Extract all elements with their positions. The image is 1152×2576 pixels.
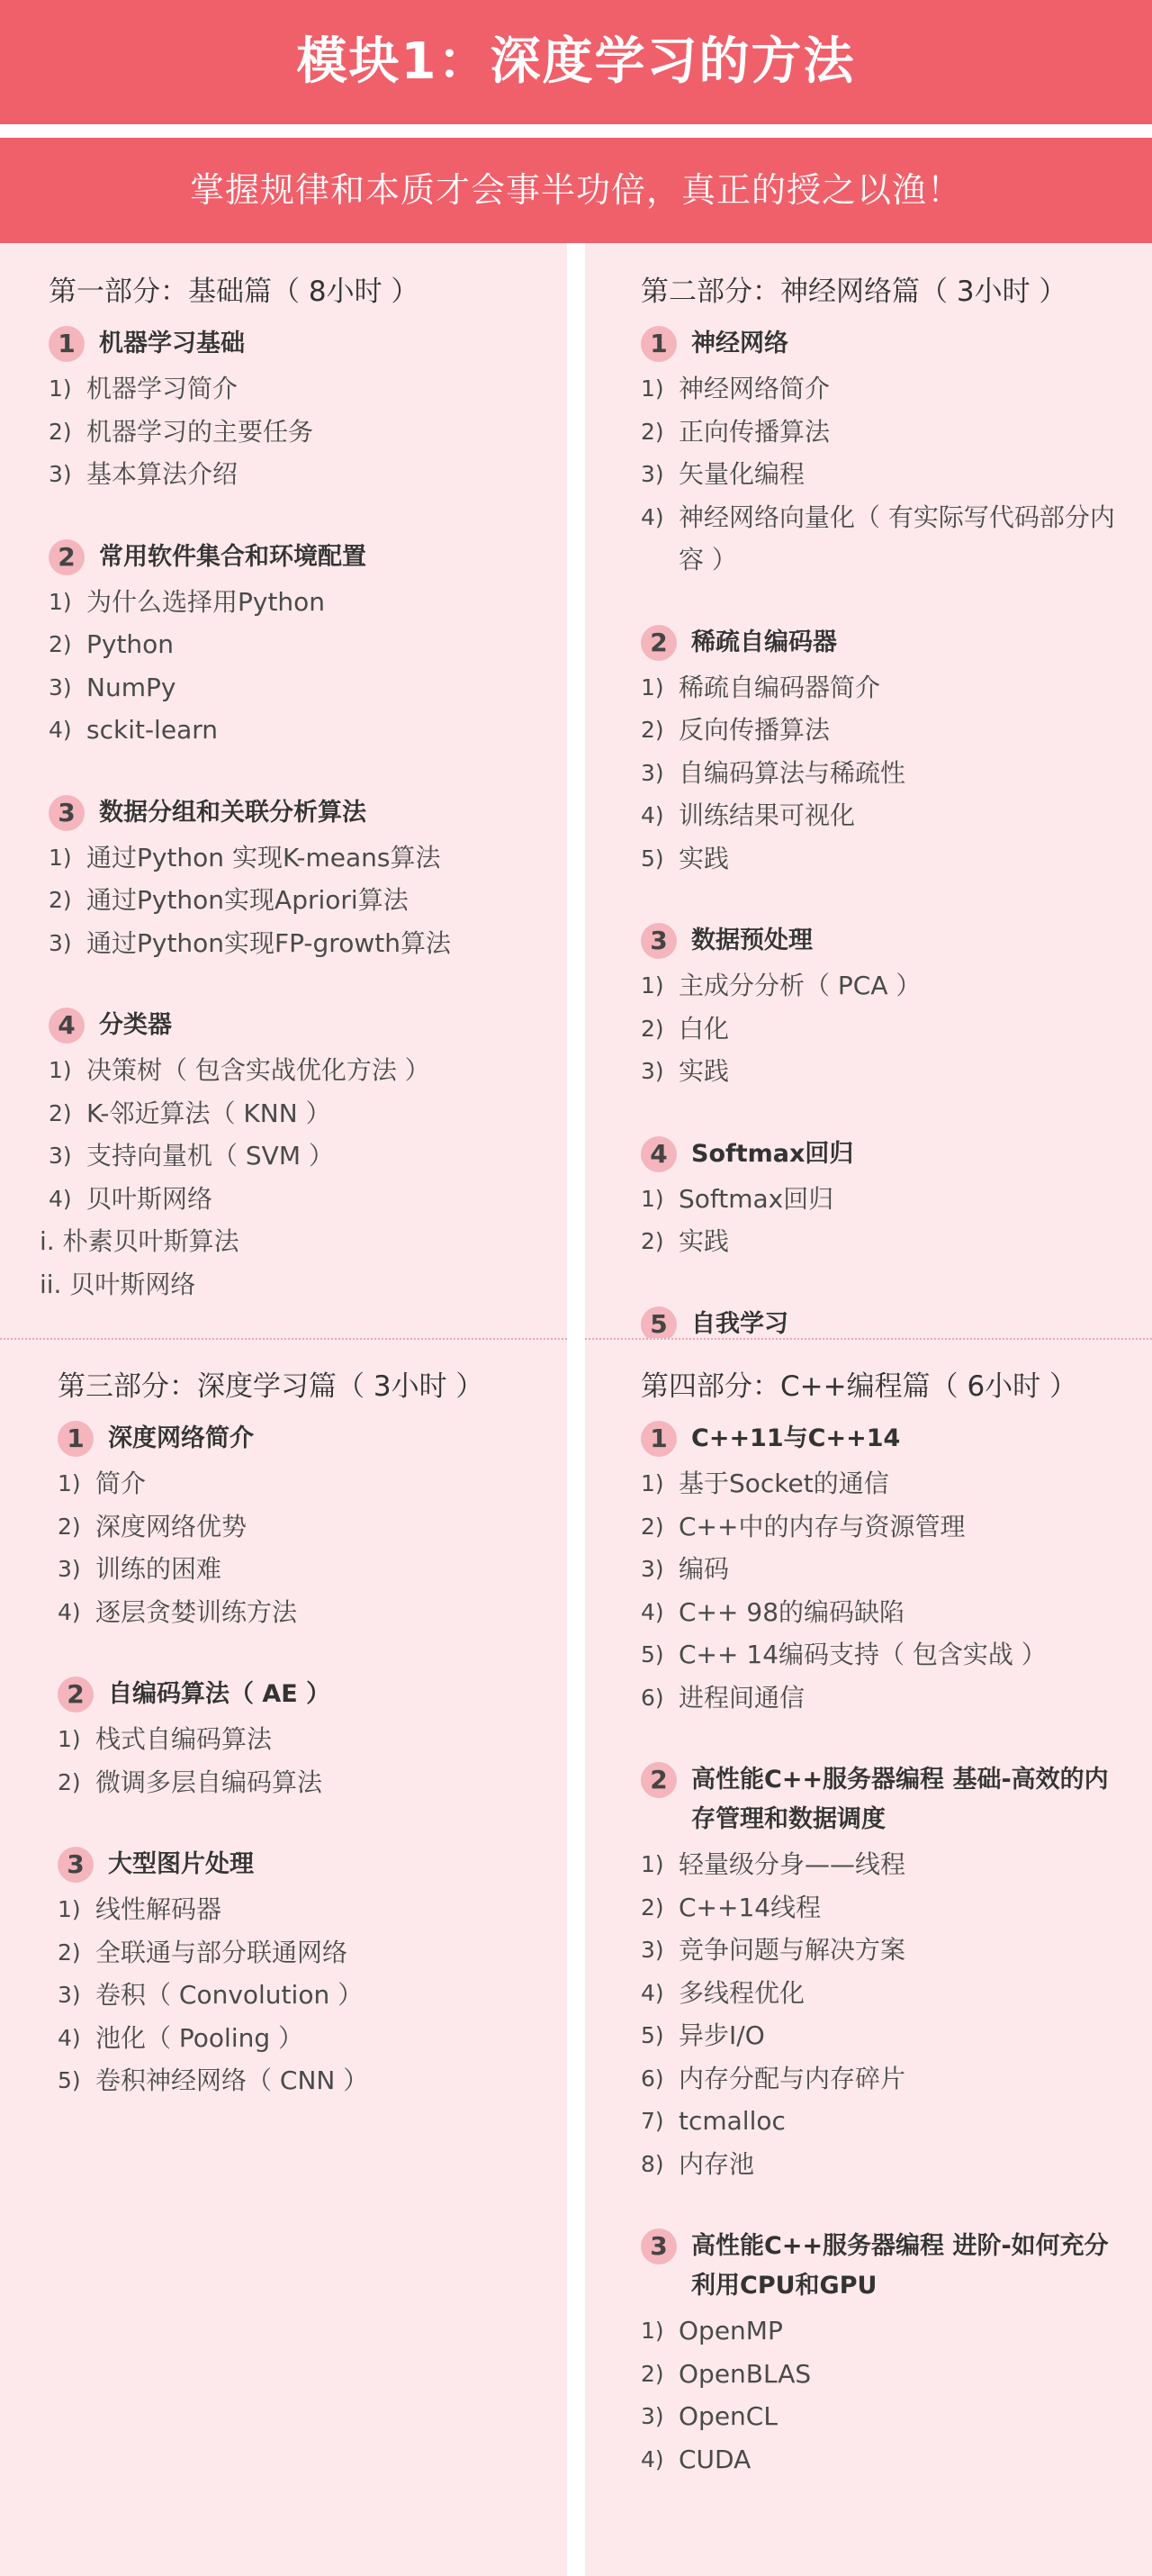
section-number-badge: 3 (641, 923, 677, 959)
list-item-index: 1) (641, 673, 664, 700)
list-item-text: 栈式自编码算法 (95, 1724, 273, 1754)
list-item (58, 1888, 567, 1931)
list-item-text: 编码 (679, 1554, 730, 1584)
page-title: 模块1：深度学习的方法 (0, 0, 1152, 124)
list-item-index: 2) (49, 418, 72, 445)
list-item-index: 3) (58, 1556, 81, 1582)
list-item (641, 2014, 1152, 2057)
section (58, 1675, 567, 1803)
list-item-text: 基于Socket的通信 (679, 1469, 889, 1498)
section-number-badge: 4 (49, 1008, 85, 1044)
list-item-text: 矢量化编程 (679, 459, 806, 489)
section (49, 324, 567, 496)
section-number-badge: 2 (641, 625, 677, 661)
sub-list-item: ii. 贝叶斯网络 (40, 1269, 196, 1299)
section-number-badge: 1 (641, 326, 677, 362)
list-item (49, 666, 567, 710)
list-item-index: 3) (641, 2403, 664, 2429)
list-item (641, 1008, 1152, 1051)
list-item (49, 922, 567, 965)
list-item-index: 4) (58, 1598, 81, 1625)
list-item-index: 2) (58, 1768, 81, 1795)
section-header (641, 623, 1152, 663)
list-item-text: OpenMP (679, 2316, 783, 2346)
list-item (49, 623, 567, 666)
section-header (641, 921, 1152, 961)
list-item (58, 1591, 567, 1634)
list-item (641, 1220, 1152, 1263)
list-item-index: 2) (58, 1513, 81, 1540)
list-item-text: 白化 (679, 1013, 730, 1044)
section (641, 623, 1152, 881)
list-item (641, 1843, 1152, 1886)
section (58, 1845, 567, 2102)
list-item-index: 3) (49, 929, 72, 956)
list-item (58, 1505, 567, 1549)
list-item-text: 轻量级分身——线程 (679, 1849, 906, 1879)
list-item-index: 5) (58, 2067, 81, 2093)
list-item-index: 1) (641, 972, 664, 999)
list-item (641, 2438, 1152, 2481)
list-item (641, 1462, 1152, 1505)
section-header (641, 1134, 1152, 1174)
section-header (641, 324, 1152, 364)
list-item (49, 411, 567, 454)
list-item (49, 1134, 567, 1178)
section-title: 大型图片处理 (108, 1850, 254, 1878)
list-item-text: 神经网络向量化（ 有实际写代码部分内容 ） (679, 502, 1115, 574)
list-item-index: 5) (641, 1641, 664, 1668)
list-item-text: 训练结果可视化 (679, 800, 856, 830)
section-header (49, 324, 567, 364)
list-item-text: 基本算法介绍 (86, 459, 238, 489)
list-item (641, 1178, 1152, 1221)
list-item-text: 全联通与部分联通网络 (95, 1937, 348, 1967)
section-title: 自我学习 (691, 1309, 788, 1338)
list-item-text: 实践 (679, 843, 730, 873)
section-header (49, 793, 567, 833)
part-title: 第三部分：深度学习篇（ 3小时 ） (58, 1370, 484, 1403)
list-item-index: 1) (49, 588, 72, 615)
list-item (641, 794, 1152, 837)
list-item (49, 1092, 567, 1135)
list-item (641, 496, 1152, 582)
list-item-index: 2) (49, 1099, 72, 1126)
section-title: Softmax回归 (691, 1139, 854, 1168)
list-item-text: C++ 14编码支持（ 包含实战 ） (679, 1640, 1047, 1669)
list-item-index: 3) (49, 461, 72, 487)
list-item (58, 1761, 567, 1804)
section-header (49, 1006, 567, 1045)
list-item-text: 训练的困难 (95, 1554, 222, 1584)
list-item (641, 1633, 1152, 1677)
section-header (641, 2227, 1152, 2306)
list-item-text: 异步I/O (679, 2020, 765, 2050)
list-item (58, 1974, 567, 2017)
list-item-text: 主成分分析（ PCA ） (679, 971, 922, 1000)
section-number-badge: 5 (641, 1306, 677, 1342)
course-outline (0, 243, 1152, 2576)
list-item-index: 2) (641, 1015, 664, 1042)
list-item-text: 机器学习简介 (86, 374, 238, 403)
list-item (49, 367, 567, 411)
list-item-text: 为什么选择用Python (86, 586, 326, 617)
list-item-text: 卷积（ Convolution ） (95, 1980, 364, 2010)
section (641, 1760, 1152, 2185)
list-item-index: 5) (641, 845, 664, 872)
part-title: 第四部分：C++编程篇（ 6小时 ） (641, 1370, 1078, 1403)
list-item (641, 2143, 1152, 2186)
list-item-text: 通过Python实现FP-growth算法 (86, 927, 451, 958)
section-title: 数据预处理 (691, 926, 813, 954)
list-item-text: OpenCL (679, 2401, 778, 2431)
list-item (641, 2309, 1152, 2353)
list-item-index: 2) (641, 1228, 664, 1254)
section-header (58, 1845, 567, 1885)
list-item (641, 1972, 1152, 2015)
list-item (58, 2017, 567, 2060)
list-item-index: 2) (49, 631, 72, 657)
right-dotted-divider (585, 1338, 1152, 1340)
section-number-badge: 1 (641, 1421, 677, 1457)
list-item-index: 8) (641, 2150, 664, 2177)
list-item-text: 卷积神经网络（ CNN ） (95, 2065, 369, 2095)
section-header (641, 1419, 1152, 1459)
list-item (58, 1462, 567, 1505)
list-item-text: tcmalloc (679, 2106, 786, 2136)
section-number-badge: 3 (641, 2228, 677, 2264)
list-item-index: 4) (641, 2445, 664, 2472)
section (641, 1134, 1152, 1263)
list-item-index: 1) (49, 375, 72, 402)
section-title: 稀疏自编码器 (691, 628, 837, 656)
list-item-index: 3) (641, 461, 664, 487)
list-item-text: 通过Python实现Apriori算法 (86, 885, 409, 915)
list-item-text: 贝叶斯网络 (86, 1183, 213, 1214)
list-item-index: 4) (641, 1979, 664, 2006)
section-number-badge: 3 (58, 1847, 94, 1883)
list-item-text: 多线程优化 (679, 1977, 806, 2008)
list-item-text: NumPy (86, 672, 176, 702)
list-item-index: 4) (49, 1185, 72, 1212)
list-item-text: CUDA (679, 2444, 752, 2474)
list-item-index: 4) (58, 2024, 81, 2051)
section (49, 793, 567, 965)
list-item (49, 581, 567, 624)
list-item (641, 1591, 1152, 1634)
section-number-badge: 3 (49, 795, 85, 831)
list-item-index: 1) (641, 2318, 664, 2344)
list-item (641, 1886, 1152, 1930)
list-item-text: C++14线程 (679, 1892, 822, 1922)
list-item-text: K-邻近算法（ KNN ） (86, 1098, 331, 1128)
list-item-text: Python (86, 629, 175, 659)
part-title: 第二部分：神经网络篇（ 3小时 ） (641, 276, 1067, 308)
list-item-index: 4) (49, 717, 72, 743)
list-item-index: 1) (49, 1057, 72, 1083)
list-item (641, 837, 1152, 881)
section-title: 高性能C++服务器编程 进阶-如何充分利用CPU和GPU (691, 2232, 1109, 2300)
list-item (641, 1505, 1152, 1549)
list-item-text: sckit-learn (86, 715, 218, 745)
list-item-index: 3) (58, 1982, 81, 2008)
section (49, 538, 567, 752)
section-header (49, 538, 567, 577)
section-number-badge: 2 (49, 539, 85, 575)
section-title: 常用软件集合和环境配置 (99, 542, 366, 571)
sub-list-item: i. 朴素贝叶斯算法 (40, 1226, 239, 1256)
list-item-text: 竞争问题与解决方案 (679, 1935, 906, 1965)
list-item (641, 752, 1152, 795)
list-item (641, 709, 1152, 752)
list-item-index: 1) (641, 1185, 664, 1212)
list-item-index: 3) (641, 1058, 664, 1084)
list-item-index: 2) (641, 2360, 664, 2387)
list-item (49, 1178, 567, 1221)
section-title: 自编码算法（ AE ） (108, 1680, 331, 1708)
part-2-panel (585, 243, 1152, 1338)
section-number-badge: 1 (58, 1421, 94, 1457)
list-item-index: 2) (641, 717, 664, 743)
list-item-index: 2) (641, 1513, 664, 1540)
section-number-badge: 1 (49, 326, 85, 362)
list-item (641, 2353, 1152, 2396)
list-item-index: 6) (641, 2065, 664, 2092)
section-header (58, 1675, 567, 1714)
list-item-index: 1) (641, 375, 664, 402)
list-item (58, 1718, 567, 1761)
list-item-text: 神经网络简介 (679, 374, 831, 403)
section (641, 324, 1152, 582)
list-item-text: 内存分配与内存碎片 (679, 2063, 906, 2093)
part-4-panel (585, 1338, 1152, 2576)
list-item-text: 实践 (679, 1226, 730, 1256)
list-item-index: 3) (641, 1556, 664, 1582)
list-item (641, 1677, 1152, 1720)
list-item-index: 5) (641, 2022, 664, 2048)
list-item-index: 4) (641, 503, 664, 530)
list-item (641, 367, 1152, 411)
list-item-index: 3) (641, 759, 664, 786)
section-number-badge: 4 (641, 1136, 677, 1172)
list-item (641, 2057, 1152, 2101)
list-item-text: 内存池 (679, 2148, 755, 2179)
list-item-index: 3) (49, 1143, 72, 1169)
list-item (58, 1931, 567, 1975)
list-item-text: C++中的内存与资源管理 (679, 1511, 966, 1541)
section-title: 分类器 (99, 1011, 172, 1039)
list-item-index: 3) (641, 1937, 664, 1963)
list-item-index: 1) (641, 1470, 664, 1496)
list-item-index: 2) (58, 1939, 81, 1966)
list-item (641, 411, 1152, 454)
list-item (49, 879, 567, 922)
list-item-index: 7) (641, 2108, 664, 2134)
list-item-index: 2) (49, 887, 72, 913)
list-item-index: 1) (58, 1726, 81, 1752)
section (641, 921, 1152, 1093)
list-item (641, 1050, 1152, 1093)
list-item-text: 支持向量机（ SVM ） (86, 1141, 334, 1170)
page-subtitle: 掌握规律和本质才会事半功倍，真正的授之以渔！ (0, 138, 1152, 243)
list-item-index: 2) (641, 418, 664, 445)
list-item (49, 836, 567, 880)
section (40, 1006, 567, 1306)
list-item-index: 4) (641, 802, 664, 828)
list-item-text: 正向传播算法 (679, 416, 831, 447)
list-item (641, 1548, 1152, 1591)
list-item-text: 深度网络优势 (95, 1511, 248, 1541)
list-item (49, 453, 567, 496)
list-item-text: OpenBLAS (679, 2358, 812, 2389)
list-item-index: 1) (58, 1896, 81, 1922)
list-item (641, 964, 1152, 1008)
section (641, 2227, 1152, 2481)
list-item (641, 453, 1152, 496)
list-item-text: 自编码算法与稀疏性 (679, 757, 906, 788)
list-item (641, 2395, 1152, 2438)
section (58, 1419, 567, 1633)
list-item-index: 4) (641, 1598, 664, 1625)
list-item-text: 池化（ Pooling ） (95, 2022, 304, 2053)
list-item-text: 决策树（ 包含实战优化方法 ） (86, 1055, 430, 1085)
list-item (58, 1548, 567, 1591)
list-item-index: 1) (58, 1470, 81, 1496)
list-item-text: 微调多层自编码算法 (95, 1767, 323, 1797)
list-item (58, 2059, 567, 2102)
list-item (49, 709, 567, 752)
list-item-index: 3) (49, 673, 72, 700)
list-item-index: 2) (641, 1894, 664, 1921)
list-item-text: 线性解码器 (95, 1894, 222, 1924)
list-item-text: 反向传播算法 (679, 715, 831, 745)
section-title: 神经网络 (691, 330, 788, 357)
list-item-text: 实践 (679, 1056, 730, 1086)
list-item-text: 进程间通信 (679, 1682, 806, 1713)
list-item-text: Softmax回归 (679, 1183, 834, 1214)
section (641, 1419, 1152, 1719)
left-dotted-divider (0, 1338, 567, 1340)
list-item-text: 机器学习的主要任务 (86, 416, 314, 447)
list-item-text: 简介 (95, 1469, 147, 1498)
section-title: C++11与C++14 (691, 1424, 901, 1452)
list-item-index: 1) (49, 844, 72, 871)
list-item-text: 逐层贪婪训练方法 (95, 1596, 298, 1627)
part-3-panel (0, 1338, 567, 2576)
list-item-index: 6) (641, 1684, 664, 1711)
list-item-text: C++ 98的编码缺陷 (679, 1596, 905, 1627)
section-title: 深度网络简介 (108, 1424, 254, 1452)
list-item (641, 2100, 1152, 2143)
section-number-badge: 2 (58, 1677, 94, 1713)
section-number-badge: 2 (641, 1762, 677, 1798)
list-item (641, 666, 1152, 710)
list-item-text: 通过Python 实现K-means算法 (86, 842, 441, 872)
list-item-text: 稀疏自编码器简介 (679, 672, 881, 702)
list-item (49, 1049, 567, 1092)
section-title: 高性能C++服务器编程 基础-高效的内存管理和数据调度 (691, 1766, 1109, 1833)
section-title: 数据分组和关联分析算法 (99, 798, 366, 827)
list-item-index: 1) (641, 1851, 664, 1877)
section-header (58, 1419, 567, 1459)
list-item (641, 1929, 1152, 1972)
part-1-panel (0, 243, 567, 1338)
part-title: 第一部分：基础篇（ 8小时 ） (49, 276, 419, 308)
section-title: 机器学习基础 (99, 330, 245, 357)
section-header (641, 1760, 1152, 1839)
